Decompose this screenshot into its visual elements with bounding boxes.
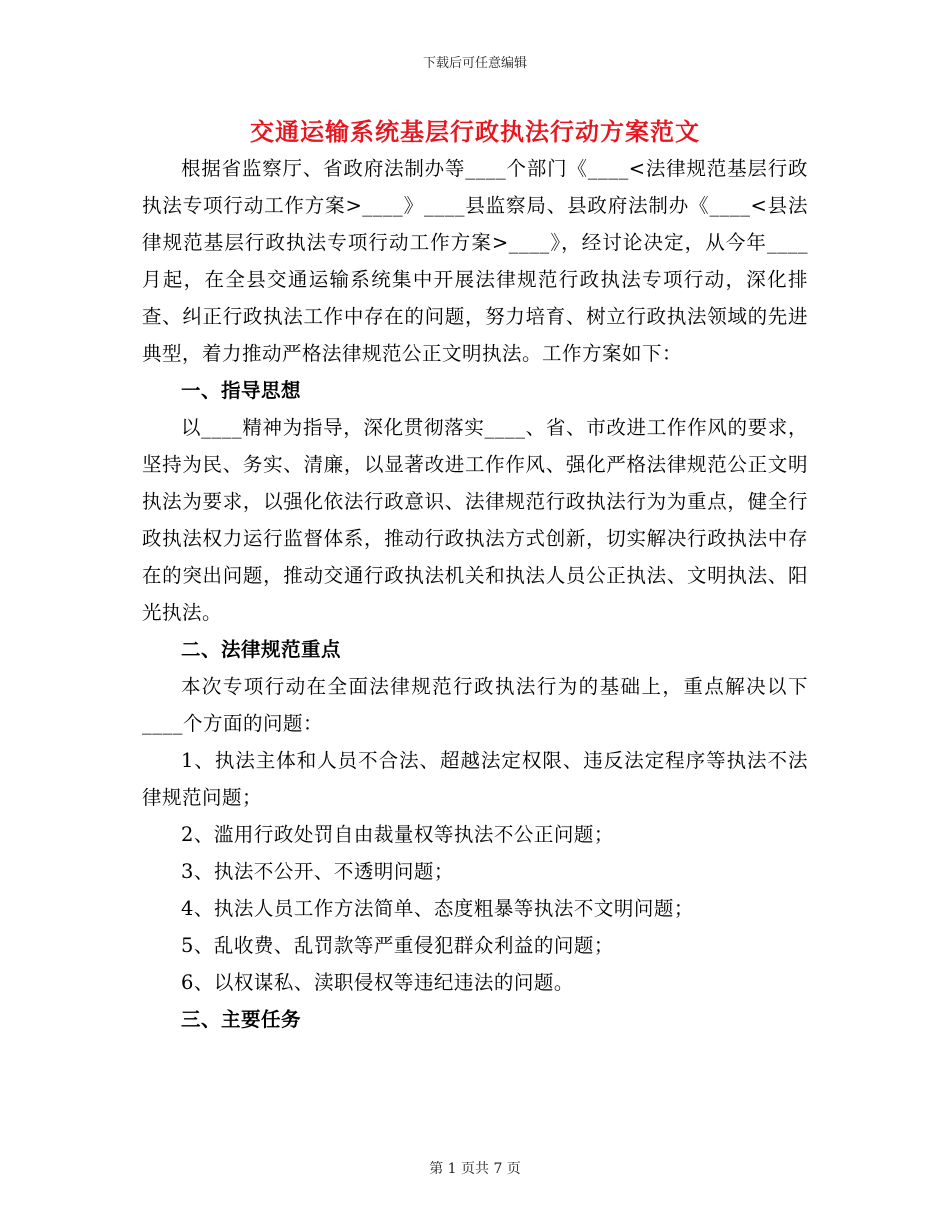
page-footer: 第 1 页共 7 页 — [429, 1161, 521, 1177]
document-title: 交通运输系统基层行政执法行动方案范文 — [250, 117, 700, 146]
section-2-paragraph: 本次专项行动在全面法律规范行政执法行为的基础上，重点解决以下____个方面的问题： — [142, 675, 808, 735]
list-item: 1、执法主体和人员不合法、超越法定权限、违反法定程序等执法不法律规范问题； — [142, 749, 808, 809]
list-item: 6、以权谋私、渎职侵权等违纪违法的问题。 — [181, 971, 574, 994]
section-1-paragraph: 以____精神为指导，深化贯彻落实____、省、市改进工作作风的要求，坚持为民、务实、清廉，以显著改进工作作风、强化严格法律规范公正文明执法为要求，以强化依法行政意识、法律规范行政执法行为为重点，健全行政执法权力运行监督体系，推动行政执法方式创新，切实解决行政执法中存在的突出问题，推动交通行政执法机关和执法人员公正执法、文明执法、阳光执法。 — [142, 416, 808, 624]
list-item: 5、乱收费、乱罚款等严重侵犯群众利益的问题； — [181, 934, 614, 957]
document-body — [142, 150, 808, 1038]
section-heading-2: 二、法律规范重点 — [181, 638, 342, 661]
section-heading-3: 三、主要任务 — [181, 1008, 302, 1031]
intro-paragraph: 根据省监察厅、省政府法制办等____个部门《____<法律规范基层行政执法专项行动工作方案>____》____县监察局、县政府法制办《____<县法律规范基层行政执法专项行动工作方案>____》，经讨论决定，从今年____月起，在全县交通运输系统集中开展法律规范行政执法专项行动，深化排查、纠正行政执法工作中存在的问题，努力培育、树立行政执法领域的先进典型，着力推动严格法律规范公正文明执法。工作方案如下： — [142, 157, 808, 365]
list-item: 4、执法人员工作方法简单、态度粗暴等执法不文明问题； — [181, 897, 694, 920]
section-heading-1: 一、指导思想 — [181, 379, 302, 402]
page-header: 下载后可任意编辑 — [422, 56, 527, 71]
list-item: 3、执法不公开、不透明问题； — [181, 860, 454, 883]
list-item: 2、滥用行政处罚自由裁量权等执法不公正问题； — [181, 823, 614, 846]
